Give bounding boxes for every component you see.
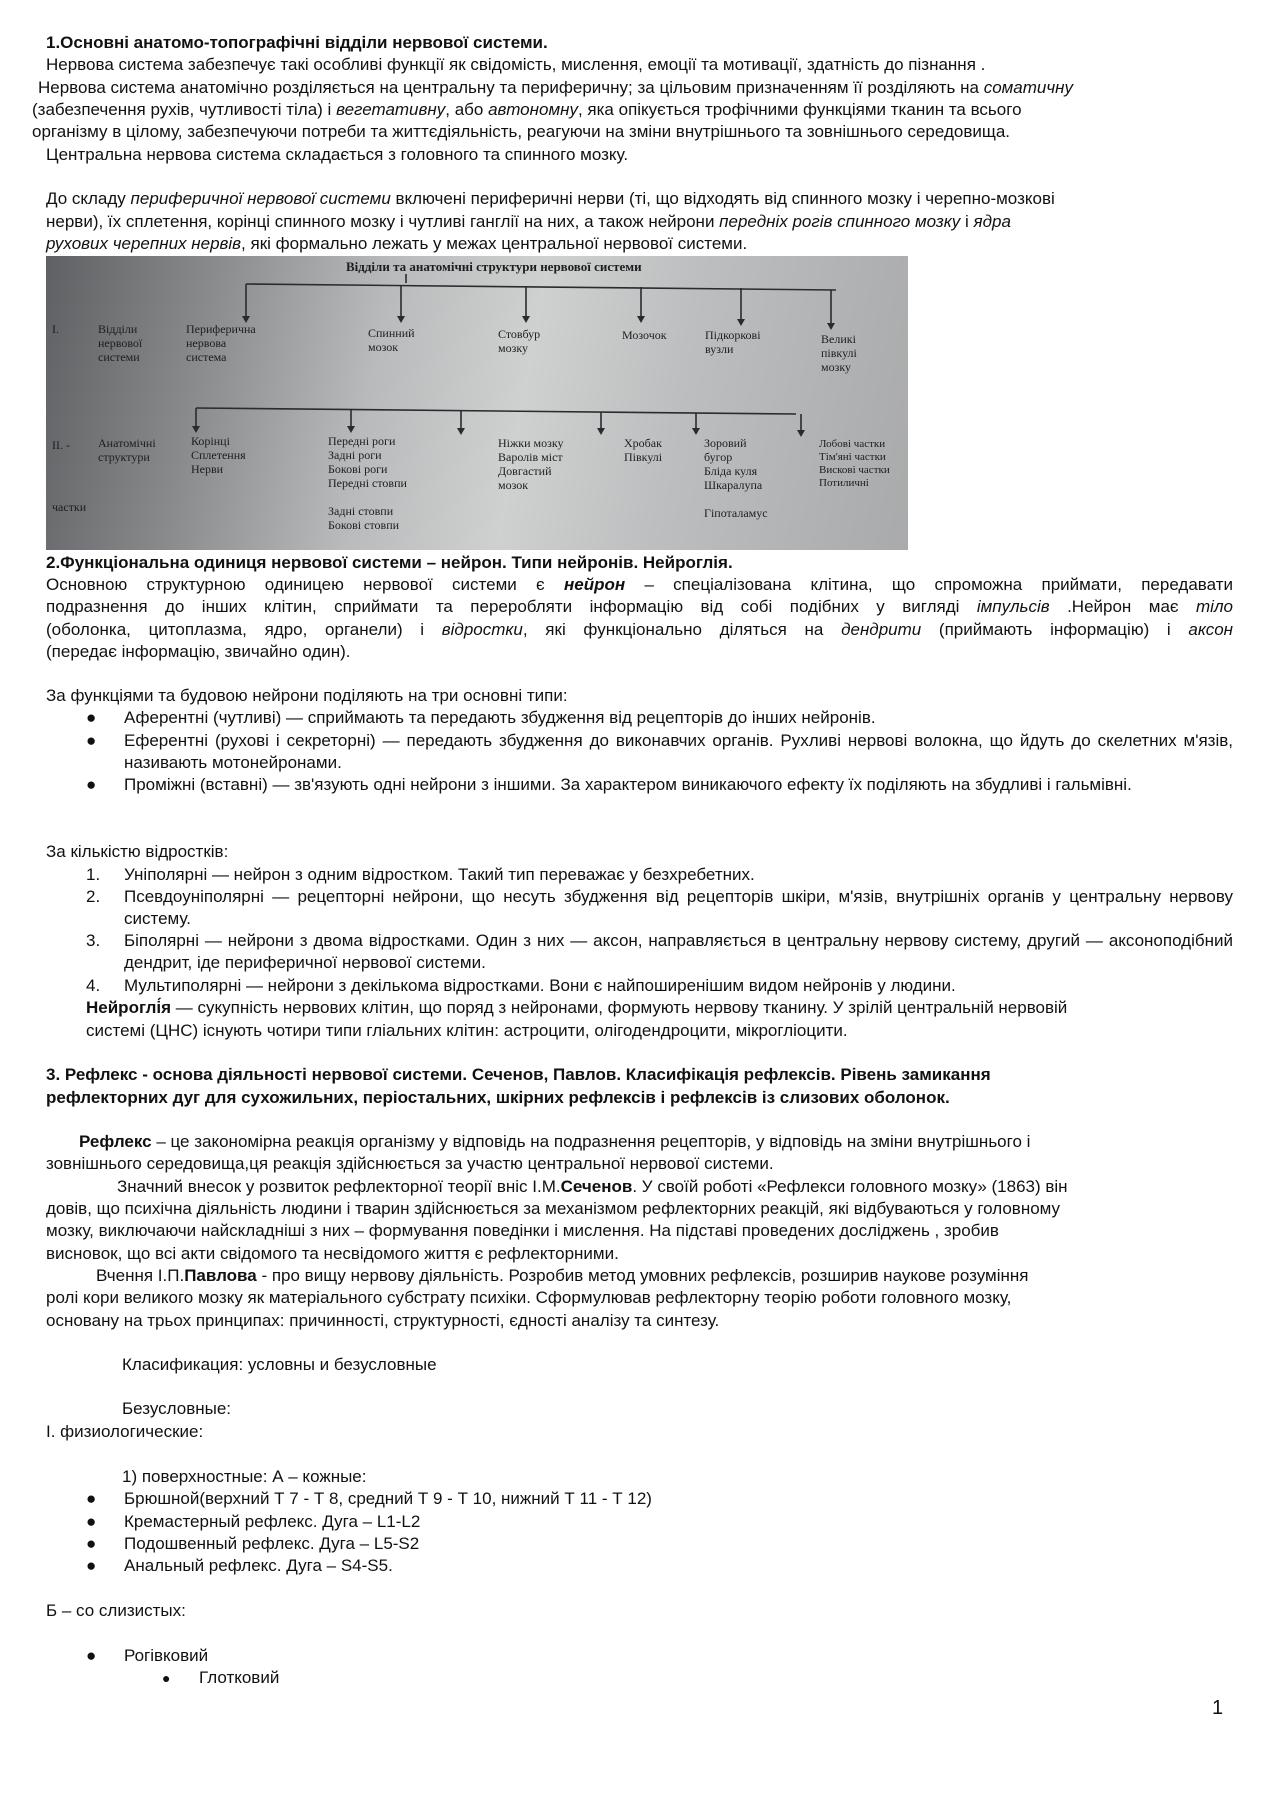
section1-p1: Нервова система забезпечує такі особливі функції як свідомість, мислення, емоції та мотивації, здатність до пізнання .	[46, 55, 986, 74]
bullet-icon: ●	[86, 731, 97, 750]
skin-reflex-cremaster: Кремастерный рефлекс. Дуга – L1-L2	[124, 1512, 421, 1531]
section1-p4-line1: До складу периферичної нервової системи включені периферичні нерви (ті, що відходять від спинного мозку і черепно-мозкові	[46, 189, 1055, 208]
neuron-unipolar: Уніполярні — нейрон з одним відростком. Такий тип переважає у безхребетних.	[124, 865, 755, 884]
classification-line: Класификация: условны и безусловные	[122, 1355, 437, 1374]
section2-line3: (оболонка, цитоплазма, ядро, органели) і відростки, які функціонально діляться на дендрити (приймають інформацію) і аксон	[46, 620, 1234, 639]
neuron-type-efferent: Еферентні (рухові і секреторні) — передають збудження до виконавчих органів. Рухливі нервові волокна, що йдуть до скелетних м'язів, називають мотонейронами.	[124, 731, 1233, 772]
neuron-type-interneuron: Проміжні (вставні) — зв'язують одні нейрони з іншими. За характером виникаючого ефекту їх поділяють на збудливі і гальмівні.	[124, 775, 1132, 794]
section1-p4-line3: рухових черепних нервів, які формально лежать у межах центральної нервової системи.	[46, 234, 748, 253]
skin-reflex-abdominal: Брюшной(верхний Т 7 - Т 8, средний Т 9 - Т 10, нижний Т 11 - Т 12)	[124, 1489, 652, 1508]
figure-col0-bottom: Анатомічні структури	[98, 436, 156, 464]
section2-line4: (передає інформацію, звичайно один).	[46, 642, 351, 661]
list-number: 1.	[86, 865, 101, 884]
figure-col6-top: Великі півкулі мозку	[821, 332, 857, 374]
figure-row2-label: II. -	[52, 438, 70, 452]
neuron-multipolar: Мультиполярні — нейрони з декількома відростками. Вони є найпоширенішим видом нейронів у людини.	[124, 976, 956, 995]
section1-p2-line2: (забезпечення рухів, чутливості тіла) і вегетативну, або автономну, яка опікується трофічними функціями тканин та всього	[32, 100, 1022, 119]
sechenov-line3: мозку, виключаючи найскладніші з них – формування поведінки і мислення. На підставі проведених досліджень , зробив	[46, 1221, 999, 1240]
figure-col6-bottom: Лобові частки Тім'яні частки Вискові частки Потиличні	[819, 438, 890, 489]
bullet-icon: ●	[86, 1556, 97, 1575]
section1-p2-line1: Нервова система анатомічно розділяється на центральну та периферичну; за цільовим призначенням її розділяють на соматичну	[38, 78, 1074, 97]
section1-p2-line3: організму в цілому, забезпечуючи потреби та життєдіяльність, реагуючи на зміни внутрішнього та зовнішнього середовища.	[32, 122, 1011, 141]
section2-title: 2.Функціональна одиниця нервової системи – нейрон. Типи нейронів. Нейроглія.	[46, 553, 733, 572]
sechenov-line2: довів, що психічна діяльність людини і тварин здійснюється за механізмом рефлекторних реакцій, які відбуваються у головному	[46, 1199, 1061, 1218]
sechenov-line1: Значний внесок у розвиток рефлекторної теорії вніс І.М.Сеченов. У своїй роботі «Рефлекси головного мозку» (1863) він	[117, 1177, 1068, 1196]
unconditioned-heading: Безусловные:	[122, 1399, 232, 1418]
process-count-intro: За кількістю відростків:	[46, 842, 229, 861]
sechenov-line4: висновок, що всі акти свідомого та несвідомого життя є рефлекторними.	[46, 1244, 619, 1263]
neuron-type-afferent: Аферентні (чутливі) — сприймають та передають збудження від рецепторів до інших нейронів.	[124, 708, 876, 727]
bullet-icon: ●	[86, 1646, 97, 1665]
neuron-types-intro: За функціями та будовою нейрони поділяють на три основні типи:	[46, 686, 568, 705]
mucosal-reflex-pharyngeal: Глотковий	[199, 1668, 280, 1687]
pavlov-line3: основану на трьох принципах: причинності, структурності, єдності аналізу та синтезу.	[46, 1311, 720, 1330]
figure-col5-bottom: Зоровий бугор Бліда куля Шкаралупа Гіпоталамус	[704, 436, 768, 520]
bullet-icon: ●	[86, 775, 97, 794]
section3-title-line1: 3. Рефлекс - основа діяльності нервової системи. Сеченов, Павлов. Класифікація рефлексів. Рівень замикання	[46, 1065, 991, 1084]
neuroglia-line1: Нейроглі́я — сукупність нервових клітин, що поряд з нейронами, формують нервову тканину. У зрілій центральній нервовій	[86, 998, 1068, 1017]
figure-col0-top: Відділи нервової системи	[98, 322, 143, 364]
skin-reflex-plantar: Подошвенный рефлекс. Дуга – L5-S2	[124, 1534, 420, 1553]
neuron-bipolar: Біполярні — нейрони з двома відростками. Один з них — аксон, направляється в центральну нервову систему, другий — аксоноподібний дендрит, іде периферичної нервової системи.	[124, 931, 1233, 972]
section3-title-line2: рефлекторних дуг для сухожильних, періостальних, шкірних рефлексів і рефлексів із слизових оболонок.	[46, 1088, 950, 1107]
page-number: 1	[1212, 1697, 1224, 1719]
bullet-icon: ●	[86, 1489, 97, 1508]
bullet-icon: ●	[86, 708, 97, 727]
physiological-heading: I. физиологические:	[46, 1422, 204, 1441]
mucosal-heading: Б – со слизистых:	[46, 1601, 186, 1620]
mucosal-reflex-corneal: Рогівковий	[124, 1646, 209, 1665]
reflex-def-line2: зовнішнього середовища,ця реакція здійснюється за участю центральної нервової системи.	[46, 1154, 774, 1173]
reflex-def-line1: Рефлекс – це закономірна реакція організму у відповідь на подразнення рецепторів, у відповідь на зміни внутрішнього і	[79, 1132, 1031, 1151]
bullet-icon: ●	[162, 1670, 171, 1686]
list-number: 3.	[86, 931, 101, 950]
neuron-pseudounipolar: Псевдоуніполярні — рецепторні нейрони, що несуть збудження від рецепторів шкіри, м'язів, внутрішніх органів у центральну нервову систему.	[124, 887, 1233, 928]
figure-chastyny-label: частки	[52, 500, 87, 514]
section1-title: 1.Основні анатомо-топографічні відділи нервової системи.	[46, 33, 548, 52]
figure-col3-top: Стовбур мозку	[498, 327, 541, 355]
nervous-system-divisions-figure	[46, 256, 908, 550]
figure-col4-top: Мозочок	[622, 328, 667, 342]
section2-line1: Основною структурною одиницею нервової системи є нейрон – спеціалізована клітина, що спроможна приймати, передавати	[46, 575, 1233, 594]
neuroglia-line2: системі (ЦНС) існують чотири типи гліальних клітин: астроцити, олігодендроцити, мікрогліоцити.	[86, 1021, 848, 1040]
figure-col1-bottom: Корінці Сплетення Нерви	[191, 434, 246, 476]
bullet-icon: ●	[86, 1512, 97, 1531]
figure-col5-top: Підкоркові вузли	[705, 328, 761, 356]
pavlov-line2: ролі кори великого мозку як матеріального субстрату психіки. Сформулював рефлекторну теорію роботи головного мозку,	[46, 1288, 1012, 1307]
figure-col4-bottom: Хробак Півкулі	[624, 436, 663, 464]
figure-row1-label: I.	[52, 322, 59, 336]
figure-col1-top: Периферична нервова система	[186, 322, 256, 364]
bullet-icon: ●	[86, 1534, 97, 1553]
figure-col3-bottom: Ніжки мозку Варолів міст Довгастий мозок	[498, 436, 564, 492]
list-number: 4.	[86, 976, 101, 995]
list-number: 2.	[86, 887, 101, 906]
skin-reflex-anal: Анальный рефлекс. Дуга – S4-S5.	[124, 1556, 393, 1575]
figure-col2-top: Спинний мозок	[368, 326, 415, 354]
section2-line2: подразнення до інших клітин, сприймати та переробляти інформацію від собі подібних у вигляді імпульсів .Нейрон має тіло	[46, 597, 1233, 616]
figure-connector-lines	[46, 256, 908, 550]
pavlov-line1: Вчення І.П.Павлова - про вищу нервову діяльність. Розробив метод умовних рефлексів, розширив наукове розуміння	[96, 1266, 1029, 1285]
figure-title: Відділи та анатомічні структури нервової системи	[346, 259, 642, 274]
figure-col2-bottom: Передні роги Задні роги Бокові роги Передні стовпи Задні стовпи Бокові стовпи	[328, 434, 407, 532]
section1-p3: Центральна нервова система складається з головного та спинного мозку.	[46, 145, 629, 164]
section1-p4-line2: нерви), їх сплетення, корінці спинного мозку і чутливі ганглії на них, а також нейрони передніх рогів спинного мозку і ядра	[46, 212, 1011, 231]
superficial-heading: 1) поверхностные: А – кожные:	[122, 1467, 367, 1486]
